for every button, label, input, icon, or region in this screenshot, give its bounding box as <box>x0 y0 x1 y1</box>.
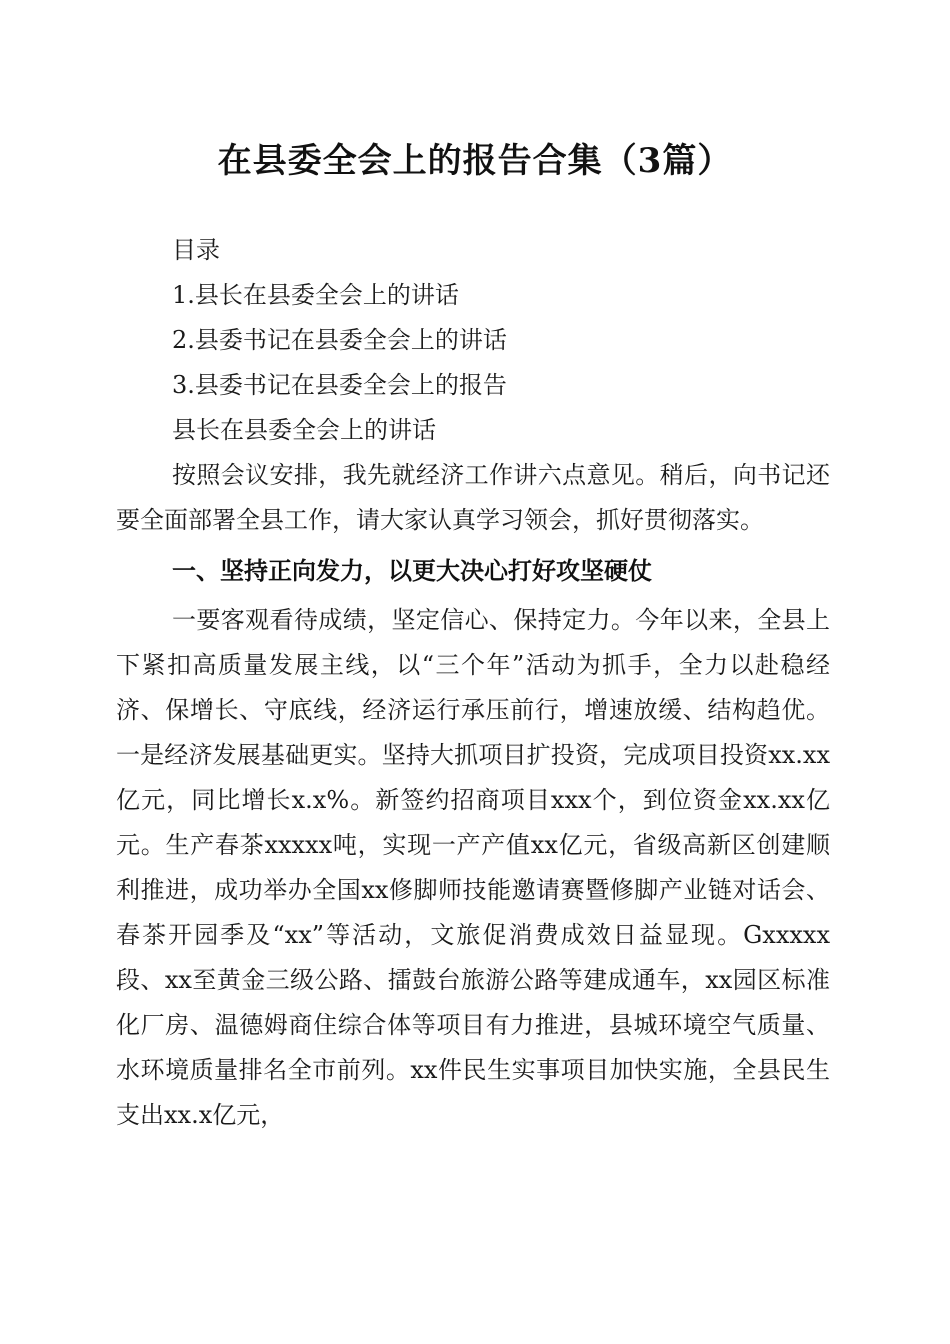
section-title: 县长在县委全会上的讲话 <box>172 416 436 444</box>
section-heading: 一、坚持正向发力，以更大决心打好攻坚硬仗 <box>172 557 652 585</box>
toc-item: 1.县长在县委全会上的讲话 <box>172 281 459 309</box>
toc-item: 2.县委书记在县委全会上的讲话 <box>172 326 507 354</box>
intro-paragraph: 按照会议安排，我先就经济工作讲六点意见。稍后，向书记还要全面部署全县工作，请大家认真学习领会，抓好贯彻落实。 <box>116 461 830 534</box>
document-body <box>116 228 830 1138</box>
document-title: 在县委全会上的报告合集（3篇） <box>217 141 733 181</box>
toc-item: 3.县委书记在县委全会上的报告 <box>172 371 507 399</box>
toc-label: 目录 <box>172 236 220 264</box>
body-paragraph: 一要客观看待成绩，坚定信心、保持定力。今年以来，全县上下紧扣高质量发展主线，以“三个年”活动为抓手，全力以赴稳经济、保增长、守底线，经济运行承压前行，增速放缓、结构趋优。一是经济发展基础更实。坚持大抓项目扩投资，完成项目投资xx.xx亿元，同比增长x.x%。新签约招商项目xxx个，到位资金xx.xx亿元。生产春茶xxxxx吨，实现一产产值xx亿元，省级高新区创建顺利推进，成功举办全国xx修脚师技能邀请赛暨修脚产业链对话会、春茶开园季及“xx”等活动，文旅促消费成效日益显现。Gxxxxx段、xx至黄金三级公路、擂鼓台旅游公路等建成通车，xx园区标准化厂房、温德姆商住综合体等项目有力推进，县城环境空气质量、水环境质量排名全市前列。xx件民生实事项目加快实施，全县民生支出xx.x亿元， <box>116 606 830 1129</box>
